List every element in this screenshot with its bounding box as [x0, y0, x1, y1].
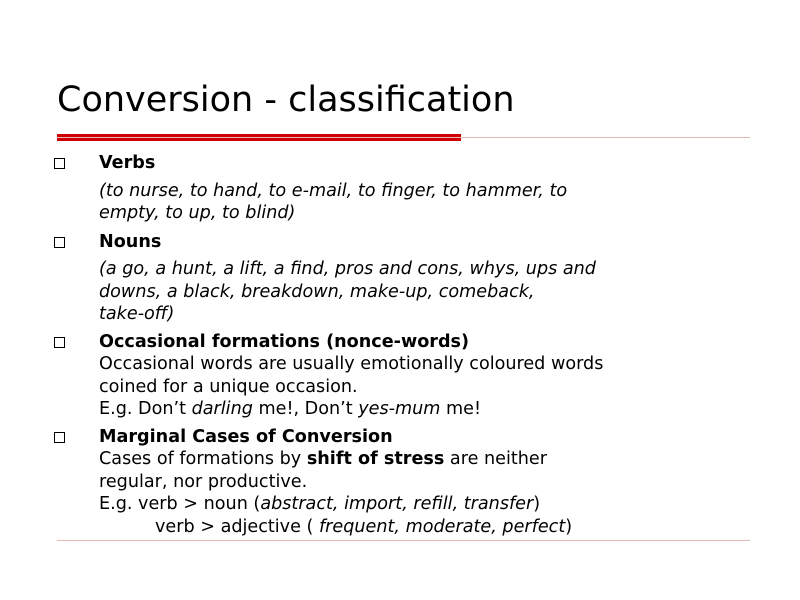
example-line: [99, 516, 749, 539]
examples-line: take-off): [99, 304, 175, 324]
description-line: [99, 448, 749, 471]
list-item-verbs: [0, 152, 749, 225]
square-bullet-icon: [54, 158, 65, 169]
square-bullet-icon: [54, 237, 65, 248]
example-text: me!: [440, 399, 482, 419]
title-underline-rule: [57, 137, 750, 138]
example-line: [99, 398, 749, 421]
example-words: abstract, import, refill, transfer: [260, 494, 534, 514]
square-bullet-icon: [54, 432, 65, 443]
examples-text: [99, 202, 749, 225]
examples-line: (to nurse, to hand, to e-mail, to finger, to hammer, to: [99, 180, 568, 201]
example-text: E.g. Don’t: [99, 399, 192, 419]
example-line: [99, 493, 749, 516]
examples-text: [99, 281, 749, 304]
description-line: regular, nor productive.: [99, 471, 308, 492]
example-word: yes-mum: [358, 399, 441, 419]
footer-rule: [57, 540, 750, 541]
list-item-marginal-cases: [0, 426, 749, 539]
list-item-occasional-formations: [0, 331, 749, 421]
slide-title: Conversion - classification: [57, 80, 515, 120]
description-text: are neither: [444, 449, 547, 469]
examples-line: (a go, a hunt, a lift, a find, pros and cons, whys, ups and: [99, 259, 596, 279]
example-text: ): [565, 516, 573, 537]
examples-line: downs, a black, breakdown, make-up, comeback,: [99, 281, 535, 302]
example-text: E.g. verb > noun (: [99, 494, 261, 514]
square-bullet-icon: [54, 337, 65, 348]
examples-line: empty, to up, to blind): [99, 203, 296, 223]
example-text: me!, Don’t: [252, 399, 359, 419]
item-heading: Marginal Cases of Conversion: [99, 426, 393, 447]
emphasis-text: shift of stress: [306, 449, 445, 469]
example-text: verb > adjective (: [155, 516, 319, 537]
list-item-nouns: [0, 231, 749, 326]
examples-text: [99, 180, 749, 203]
example-word: darling: [191, 399, 253, 419]
example-words: frequent, moderate, perfect: [318, 516, 566, 537]
item-heading: Occasional formations (nonce-words): [99, 331, 470, 352]
description-line: coined for a unique occasion.: [99, 376, 358, 397]
description-line: Occasional words are usually emotionally coloured words: [99, 354, 604, 374]
example-text: ): [533, 494, 541, 514]
examples-text: [99, 258, 749, 281]
bullet-list: [0, 152, 800, 538]
item-heading: Verbs: [99, 153, 156, 173]
description-text: Cases of formations by: [99, 449, 307, 469]
item-heading: Nouns: [99, 231, 162, 252]
examples-text: [99, 303, 749, 326]
